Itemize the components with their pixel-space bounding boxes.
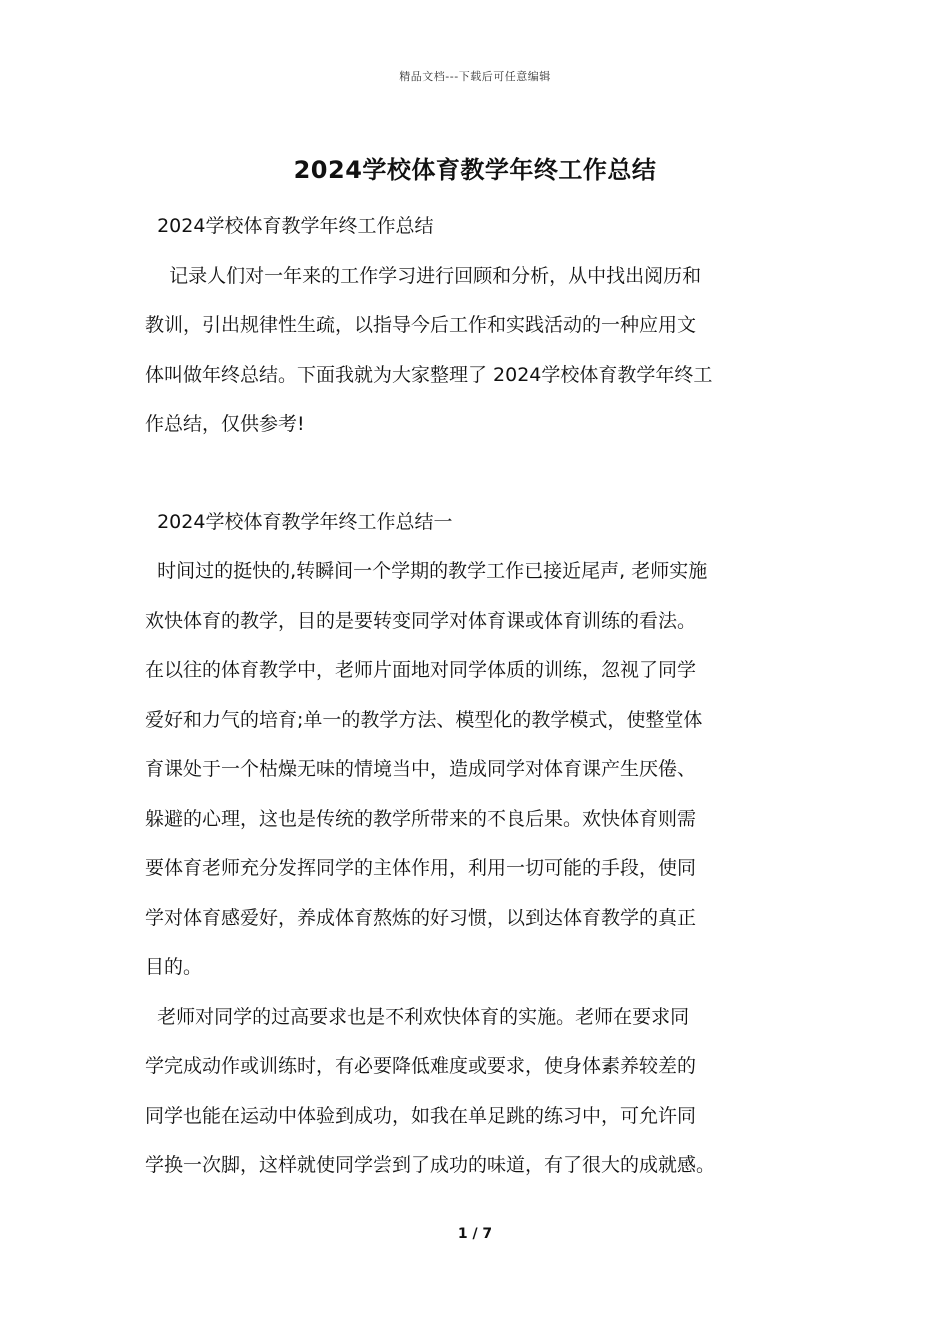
section-gap — [145, 450, 808, 498]
paragraph1-line: 学对体育感爱好，养成体育熬炼的好习惯，以到达体育教学的真正 — [145, 906, 697, 929]
intro-line: 作总结，仅供参考! — [145, 413, 305, 435]
paragraph1-line: 育课处于一个枯燥无味的情境当中，造成同学对体育课产生厌倦、 — [145, 758, 697, 780]
paragraph1-line: 欢快体育的教学，目的是要转变同学对体育课或体育训练的看法。 — [145, 609, 697, 632]
document-body — [145, 202, 808, 1191]
paragraph2-line: 同学也能在运动中体验到成功，如我在单足跳的练习中，可允许同 — [145, 1104, 697, 1127]
paragraph1-line: 时间过的挺快的,转瞬间一个学期的教学工作已接近尾声, 老师实施 — [145, 560, 708, 582]
intro-line: 体叫做年终总结。下面我就为大家整理了 2024学校体育教学年终工 — [145, 363, 713, 386]
section-heading: 2024学校体育教学年终工作总结一 — [145, 510, 453, 533]
paragraph2-line: 老师对同学的过高要求也是不利欢快体育的实施。老师在要求同 — [145, 1005, 690, 1028]
paragraph2-line: 学完成动作或训练时，有必要降低难度或要求，使身体素养较差的 — [145, 1055, 697, 1077]
page-number: 1 / 7 — [457, 1226, 493, 1242]
paragraph1-line: 躲避的心理，这也是传统的教学所带来的不良后果。欢快体育则需 — [145, 807, 697, 830]
intro-line: 教训，引出规律性生疏，以指导今后工作和实践活动的一种应用文 — [145, 314, 697, 336]
paragraph1-line: 要体育老师充分发挥同学的主体作用，利用一切可能的手段，使同 — [145, 857, 697, 879]
document-subtitle: 2024学校体育教学年终工作总结 — [145, 215, 434, 237]
paragraph1-line: 目的。 — [145, 956, 203, 978]
header-note: 精品文档---下载后可任意编辑 — [399, 70, 551, 83]
paragraph1-line: 在以往的体育教学中，老师片面地对同学体质的训练，忽视了同学 — [145, 659, 697, 681]
document-title: 2024学校体育教学年终工作总结 — [293, 156, 657, 184]
paragraph1-line: 爱好和力气的培育;单一的教学方法、模型化的教学模式，使整堂体 — [145, 708, 703, 731]
paragraph2-line: 学换一次脚，这样就使同学尝到了成功的味道，有了很大的成就感。 — [145, 1154, 716, 1176]
intro-line: 记录人们对一年来的工作学习进行回顾和分析，从中找出阅历和 — [145, 264, 702, 287]
